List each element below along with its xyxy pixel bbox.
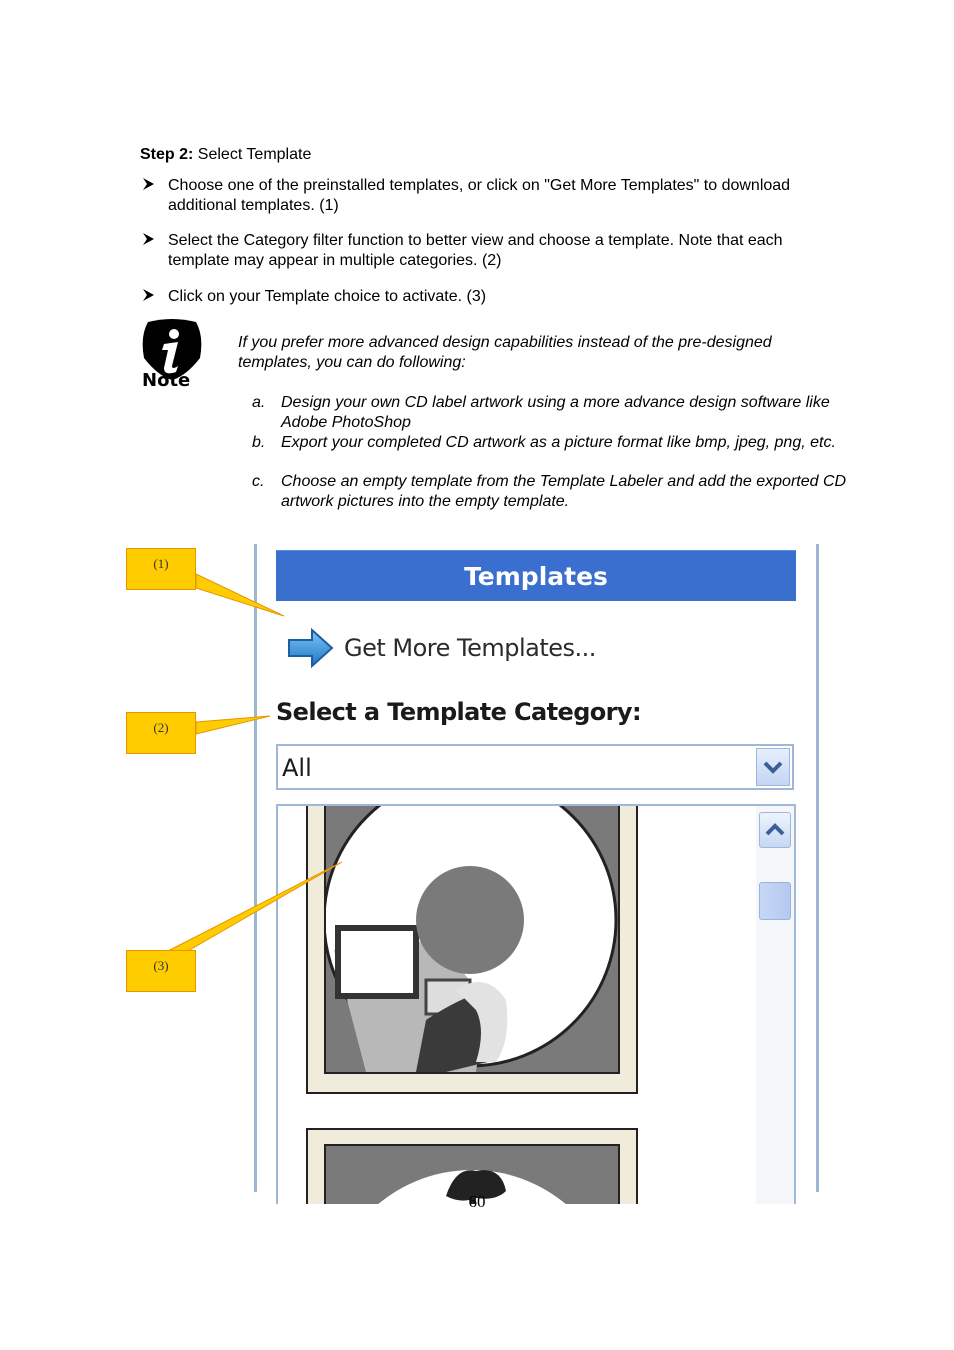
note-text: If you prefer more advanced design capabilities instead of the pre-designed templates, you can do following:	[238, 334, 772, 371]
step-label: Step 2:	[140, 146, 194, 163]
note-icon-label: Note	[142, 370, 191, 391]
list-text: Design your own CD label artwork using a more advance design software like Adobe PhotoShop	[281, 394, 830, 431]
bullet-text: Choose one of the preinstalled templates, or click on "Get More Templates" to download additional templates. (1)	[168, 177, 791, 214]
list-text: Choose an empty template from the Template Labeler and add the exported CD artwork pictures into the empty template.	[281, 473, 847, 510]
templates-header: Templates	[276, 550, 796, 601]
list-letter: b.	[252, 434, 266, 451]
list-letter: a.	[252, 394, 266, 411]
callout-2: (2)	[126, 712, 196, 754]
category-select-value: All	[282, 754, 312, 782]
bullet-text: Click on your Template choice to activate. (3)	[168, 288, 487, 305]
bullet-text: Select the Category filter function to better view and choose a template. Note that each template may appear in multiple categories. (2)	[168, 232, 783, 269]
list-letter: c.	[252, 473, 265, 490]
callout-1: (1)	[126, 548, 196, 590]
page-number: 60	[468, 1192, 486, 1211]
category-label: Select a Template Category:	[276, 698, 641, 726]
get-more-templates-label: Get More Templates...	[344, 634, 596, 662]
callout-3: (3)	[126, 950, 196, 992]
list-text: Export your completed CD artwork as a picture format like bmp, jpeg, png, etc.	[281, 434, 836, 451]
step-title: Select Template	[197, 146, 312, 163]
